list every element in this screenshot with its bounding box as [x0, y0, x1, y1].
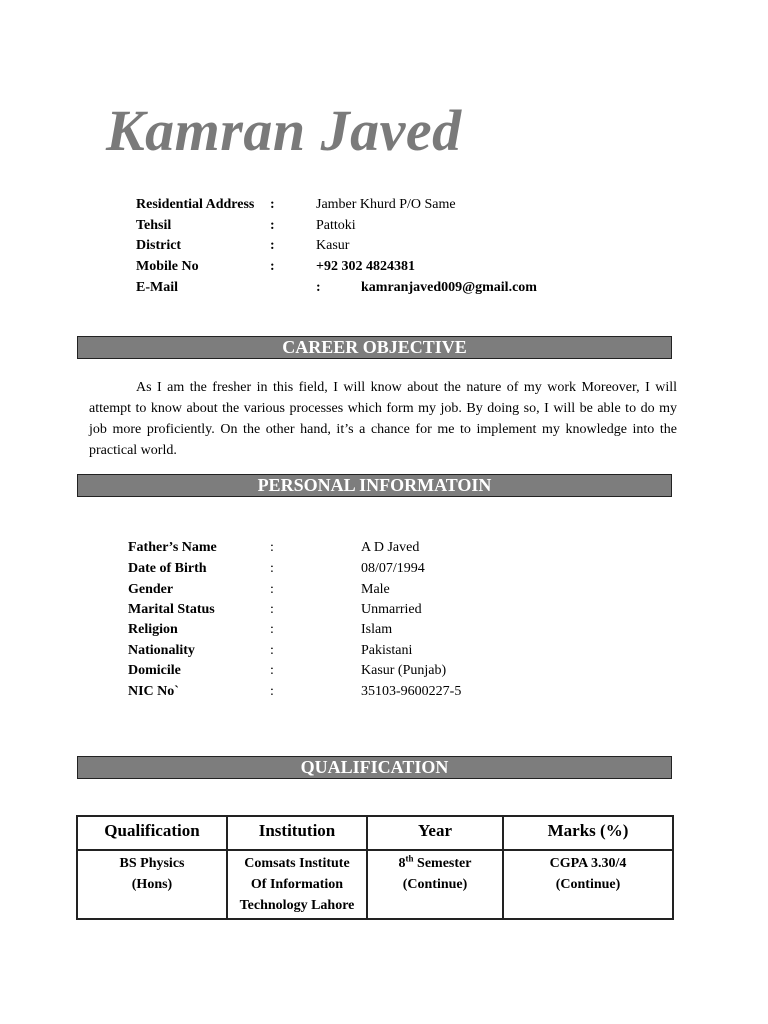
header-year: Year: [367, 816, 503, 850]
objective-paragraph: As I am the fresher in this field, I will know about the nature of my work Moreover, I will attempt to know about the various processes which form my job. By doing so, I will be able to do my job more proficiently. On the other hand, it’s a chance for me to implement my knowledge into the practical world.: [89, 380, 677, 458]
year-superscript: th: [405, 853, 414, 864]
nic-value: 35103-9600227-5: [361, 684, 462, 699]
header-marks: Marks (%): [503, 816, 673, 850]
table-row: [77, 850, 673, 919]
address-colon: :: [270, 197, 275, 212]
nationality-label: Nationality: [128, 643, 195, 658]
marks-line-2: (Continue): [555, 877, 621, 892]
religion-value: Islam: [361, 622, 393, 637]
institution-line-2: Of Information: [250, 877, 344, 892]
year-semester: Semester: [413, 856, 472, 871]
religion-colon: :: [270, 622, 274, 637]
tehsil-value: Pattoki: [316, 218, 356, 233]
qualification-heading: QUALIFICATION: [77, 756, 672, 779]
father-name-value: A D Javed: [361, 540, 420, 555]
gender-label: Gender: [128, 582, 174, 597]
year-line-2: (Continue): [402, 877, 468, 892]
email-colon: :: [316, 280, 321, 295]
address-label: Residential Address: [136, 197, 255, 212]
father-name-colon: :: [270, 540, 274, 555]
qualification-table: [76, 815, 674, 920]
district-value: Kasur: [316, 238, 350, 253]
institution-line-1: Comsats Institute: [244, 856, 350, 871]
year-line-1: [370, 853, 500, 874]
nic-colon: :: [270, 684, 274, 699]
dob-label: Date of Birth: [128, 561, 207, 576]
career-objective-heading: CAREER OBJECTIVE: [77, 336, 672, 359]
email-value: kamranjaved009@gmail.com: [361, 280, 537, 295]
nationality-value: Pakistani: [361, 643, 413, 658]
district-label: District: [136, 238, 182, 253]
domicile-value: Kasur (Punjab): [361, 663, 447, 678]
marks-line-1: CGPA 3.30/4: [549, 856, 627, 871]
header-institution: Institution: [227, 816, 367, 850]
address-value: Jamber Khurd P/O Same: [316, 197, 456, 212]
career-objective-text: [89, 377, 677, 461]
dob-value: 08/07/1994: [361, 561, 425, 576]
mobile-value: +92 302 4824381: [316, 259, 415, 274]
cell-qualification: [77, 850, 227, 919]
personal-information-heading: PERSONAL INFORMATOIN: [77, 474, 672, 497]
nic-label: NIC No`: [128, 684, 179, 699]
marital-status-label: Marital Status: [128, 602, 215, 617]
marital-status-colon: :: [270, 602, 274, 617]
gender-value: Male: [361, 582, 390, 597]
header-qualification: Qualification: [77, 816, 227, 850]
domicile-colon: :: [270, 663, 274, 678]
domicile-label: Domicile: [128, 663, 181, 678]
cell-institution: [227, 850, 367, 919]
dob-colon: :: [270, 561, 274, 576]
email-label: E-Mail: [136, 280, 178, 295]
mobile-label: Mobile No: [136, 259, 199, 274]
cell-marks: [503, 850, 673, 919]
gender-colon: :: [270, 582, 274, 597]
cell-year: [367, 850, 503, 919]
year-number: 8: [398, 856, 406, 871]
candidate-name: Kamran Javed: [106, 98, 462, 163]
father-name-label: Father’s Name: [128, 540, 217, 555]
qualification-line-2: (Hons): [131, 877, 173, 892]
religion-label: Religion: [128, 622, 178, 637]
institution-line-3: Technology Lahore: [239, 898, 355, 913]
table-header-row: [77, 816, 673, 850]
nationality-colon: :: [270, 643, 274, 658]
tehsil-label: Tehsil: [136, 218, 172, 233]
district-colon: :: [270, 238, 275, 253]
marital-status-value: Unmarried: [361, 602, 422, 617]
tehsil-colon: :: [270, 218, 275, 233]
qualification-line-1: BS Physics: [119, 856, 185, 871]
mobile-colon: :: [270, 259, 275, 274]
